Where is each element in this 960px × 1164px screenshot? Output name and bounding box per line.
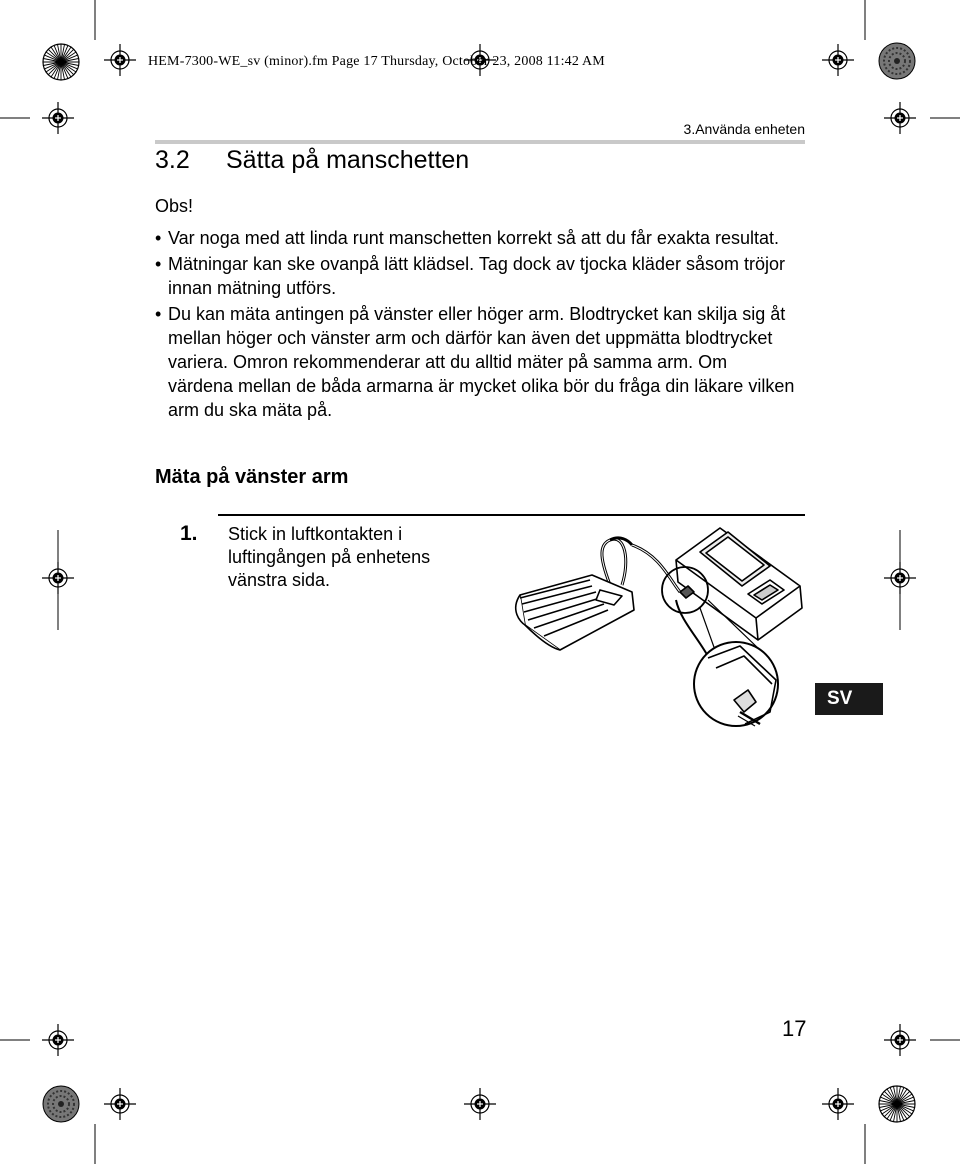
page-title: Sätta på manschetten — [226, 146, 470, 174]
registration-mark-left-upper — [42, 102, 74, 134]
step-divider — [218, 514, 805, 516]
subheading: Mäta på vänster arm — [155, 466, 349, 488]
registration-dot-bottom-left — [43, 1086, 79, 1122]
print-slug-line: HEM-7300-WE_sv (minor).fm Page 17 Thursday, October 23, 2008 11:42 AM — [148, 54, 605, 69]
registration-star-top-left — [43, 44, 79, 80]
header-bar — [155, 140, 805, 144]
registration-star-bottom-right — [879, 1086, 915, 1122]
registration-mark-right-upper — [884, 102, 916, 134]
registration-mark-top-right-inner — [822, 44, 854, 76]
page-number: 17 — [782, 1016, 807, 1041]
registration-mark-right-middle — [884, 562, 916, 594]
step-number: 1. — [180, 522, 198, 545]
note-bullet-list — [155, 226, 795, 424]
step-text: Stick in luftkontakten i luftingången på enhetens vänstra sida. — [228, 524, 431, 590]
connector-zoom-detail — [694, 642, 778, 726]
note-bullet-3: • Du kan mäta antingen på vänster eller höger arm. Blodtrycket kan skilja sig åt mellan höger och vänster arm och därför kan även det uppmätta blodtrycket variera. Omron rekommenderar att du alltid mäter på samma arm. Om värdena mellan de båda armarna är mycket olika bör du fråga din läkare vilken arm du ska mäta på. — [155, 302, 795, 422]
registration-mark-bottom-center — [464, 1088, 496, 1120]
registration-dot-top-right — [879, 43, 915, 79]
cuff-icon — [516, 575, 634, 650]
note-bullet-1: • Var noga med att linda runt manschetten korrekt så att du får exakta resultat. — [155, 226, 795, 250]
registration-mark-right-lower — [884, 1024, 916, 1056]
registration-mark-top-left-inner — [104, 44, 136, 76]
registration-mark-bottom-left-inner — [104, 1088, 136, 1120]
registration-mark-bottom-right-inner — [822, 1088, 854, 1120]
section-running-header: 3.Använda enheten — [683, 121, 805, 137]
registration-mark-left-middle — [42, 562, 74, 594]
heading-number: 3.2 — [155, 146, 190, 174]
note-label: Obs! — [155, 196, 194, 216]
registration-mark-left-lower — [42, 1024, 74, 1056]
cuff-connection-illustration — [516, 528, 802, 726]
language-tab: SV — [815, 683, 883, 715]
monitor-unit-icon — [676, 528, 802, 640]
note-bullet-2: • Mätningar kan ske ovanpå lätt klädsel. Tag dock av tjocka kläder såsom tröjor innan mätning utförs. — [155, 252, 795, 300]
